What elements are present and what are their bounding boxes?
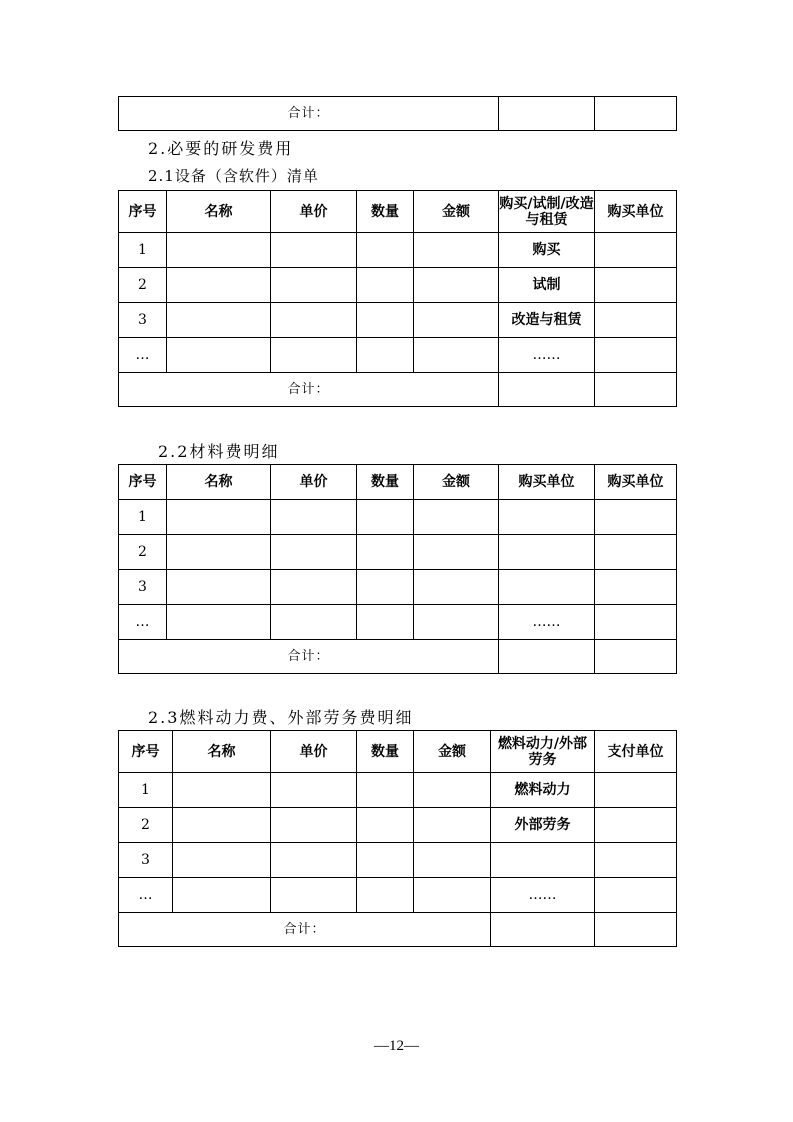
row-type (499, 535, 595, 570)
fuel-labor-table (118, 730, 677, 947)
table-row (119, 570, 677, 605)
header-cell: 购买单位 (499, 465, 595, 500)
total-row (119, 373, 677, 407)
row-type: 外部劳务 (491, 808, 595, 843)
header-cell: 序号 (119, 731, 173, 773)
total-label: 合计： (119, 640, 499, 674)
header-cell: 名称 (167, 465, 271, 500)
table-row (119, 338, 677, 373)
header-cell: 金额 (414, 731, 491, 773)
header-cell: 单价 (271, 465, 357, 500)
row-type: 购买 (499, 233, 595, 268)
table-2-3-title: 2.3燃料动力费、外部劳务费明细 (148, 708, 414, 727)
header-cell: 数量 (357, 465, 414, 500)
total-amount-cell (499, 97, 595, 131)
table-2-2-title: 2.2材料费明细 (158, 442, 280, 461)
header-cell: 购买单位 (595, 465, 677, 500)
header-cell: 名称 (173, 731, 271, 773)
header-cell: 金额 (414, 465, 499, 500)
table-header-row (119, 731, 677, 773)
row-number: 1 (119, 773, 173, 808)
header-cell: 金额 (414, 191, 499, 233)
header-cell: 数量 (357, 731, 414, 773)
row-number: 3 (119, 303, 167, 338)
row-number: 2 (119, 535, 167, 570)
section-2-title: 2.必要的研发费用 (148, 139, 294, 158)
table-row (119, 535, 677, 570)
header-cell: 数量 (357, 191, 414, 233)
row-type: 改造与租赁 (499, 303, 595, 338)
total-row (119, 913, 677, 947)
row-type: …… (491, 878, 595, 913)
header-cell: 购买单位 (595, 191, 677, 233)
row-type (491, 843, 595, 878)
table-row (119, 303, 677, 338)
row-number: 3 (119, 843, 173, 878)
table-row (119, 878, 677, 913)
table-header-row (119, 191, 677, 233)
row-number: 1 (119, 500, 167, 535)
row-number: … (119, 878, 173, 913)
row-type: 试制 (499, 268, 595, 303)
table-row (119, 605, 677, 640)
table-row (119, 268, 677, 303)
row-number: … (119, 605, 167, 640)
total-label: 合计： (119, 97, 499, 131)
header-cell: 序号 (119, 191, 167, 233)
row-number: 3 (119, 570, 167, 605)
table-row (119, 500, 677, 535)
row-type (499, 500, 595, 535)
row-number: 2 (119, 808, 173, 843)
row-number: 2 (119, 268, 167, 303)
header-cell: 支付单位 (595, 731, 677, 773)
total-row (119, 640, 677, 674)
header-cell: 燃料动力/外部劳务 (491, 731, 595, 773)
total-row (119, 97, 677, 131)
top-total-table (118, 96, 677, 131)
row-number: 1 (119, 233, 167, 268)
header-cell: 序号 (119, 465, 167, 500)
total-extra-cell (595, 97, 677, 131)
row-number: … (119, 338, 167, 373)
table-row (119, 808, 677, 843)
row-type: …… (499, 338, 595, 373)
row-type: 燃料动力 (491, 773, 595, 808)
materials-table (118, 464, 677, 674)
header-cell: 名称 (167, 191, 271, 233)
row-type (499, 570, 595, 605)
header-cell: 购买/试制/改造与租赁 (499, 191, 595, 233)
header-cell: 单价 (271, 191, 357, 233)
table-row (119, 773, 677, 808)
equipment-table (118, 190, 677, 407)
total-label: 合计： (119, 913, 491, 947)
total-label: 合计： (119, 373, 499, 407)
table-row (119, 843, 677, 878)
table-header-row (119, 465, 677, 500)
table-row (119, 233, 677, 268)
page-number: —12— (374, 1038, 419, 1054)
table-2-1-title: 2.1设备（含软件）清单 (148, 167, 319, 185)
row-type: …… (499, 605, 595, 640)
header-cell: 单价 (271, 731, 357, 773)
